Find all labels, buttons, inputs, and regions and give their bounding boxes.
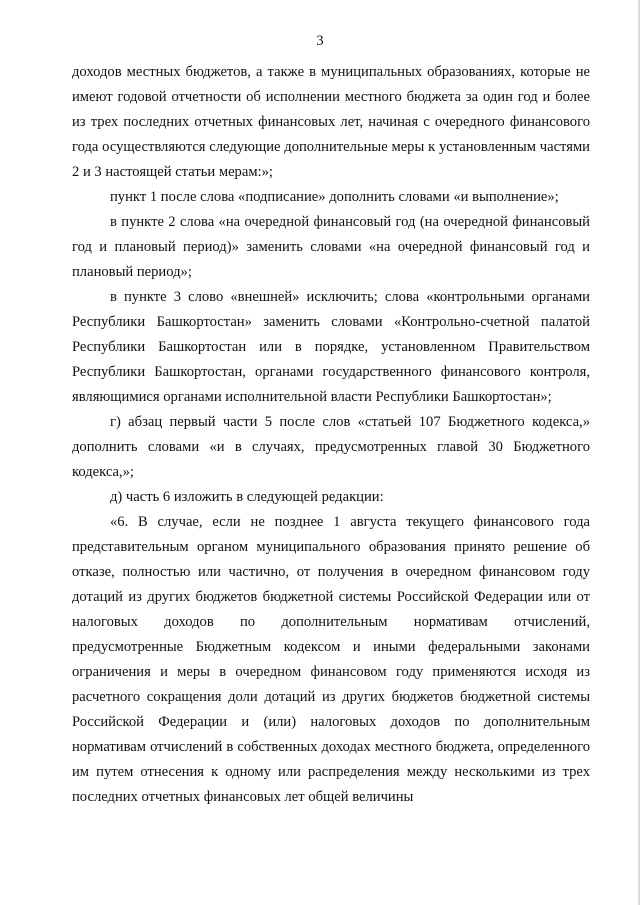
document-body [72, 60, 590, 810]
paragraph-point-1: пункт 1 после слова «подписание» дополнить словами «и выполнение»; [110, 189, 559, 205]
paragraph-point-3: в пункте 3 слово «внешней» исключить; слова «контрольными органами Республики Башкортостан» заменить словами «Контрольно-счетной палатой Республики Башкортостан или в порядке, установленном Правительством Республики Башкортостан, органами государственного финансового контроля, являющимися органами исполнительной власти Республики Башкортостан»; [72, 289, 590, 405]
paragraph-item-d: д) часть 6 изложить в следующей редакции: [110, 489, 384, 505]
paragraph-point-2: в пункте 2 слова «на очередной финансовый год (на очередной финансовый год и плановый период)» заменить словами «на очередной финансовый год и плановый период»; [72, 214, 590, 280]
paragraph-continuation: доходов местных бюджетов, а также в муниципальных образованиях, которые не имеют годовой отчетности об исполнении местного бюджета за один год и более из трех последних отчетных финансовых лет, начиная с очередного финансового года осуществляются следующие дополнительные меры к установленным частями 2 и 3 настоящей статьи мерам:»; [72, 64, 590, 180]
paragraph-part-6: «6. В случае, если не позднее 1 августа текущего финансового года представительным органом муниципального образования принято решение об отказе, полностью или частично, от получения в очередном финансовом году дотаций из других бюджетов бюджетной системы Российской Федерации или от налоговых доходов по дополнительным нормативам отчислений, предусмотренные Бюджетным кодексом и иными федеральными законами ограничения и меры в очередном финансовом году применяются исходя из расчетного сокращения доли дотаций из других бюджетов бюджетной системы Российской Федерации и (или) налоговых доходов по дополнительным нормативам отчислений в собственных доходах местного бюджета, определенного им путем отнесения к одному или распределения между несколькими из трех последних отчетных финансовых лет общей величины [72, 514, 590, 805]
paragraph-item-g: г) абзац первый части 5 после слов «статьей 107 Бюджетного кодекса,» дополнить словами «и в случаях, предусмотренных главой 30 Бюджетного кодекса,»; [72, 414, 590, 480]
page-number: 3 [316, 33, 324, 49]
